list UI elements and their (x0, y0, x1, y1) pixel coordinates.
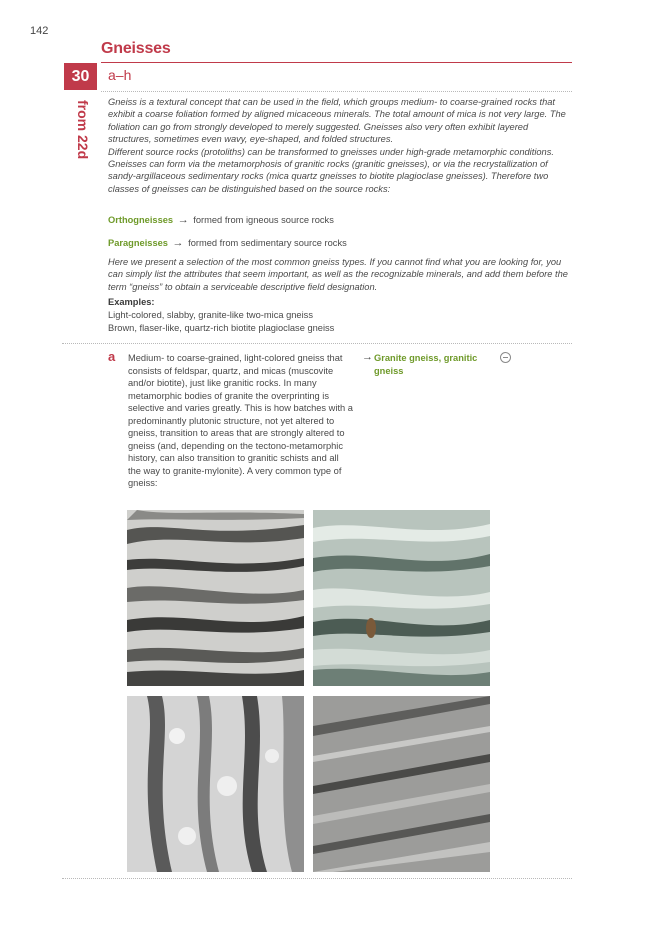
key-number-badge: 30 (64, 63, 97, 90)
lead-letter: a (108, 349, 116, 364)
page-number: 142 (30, 25, 49, 37)
circle-minus-icon (500, 352, 511, 363)
sidebar-label: from 22d (75, 100, 91, 160)
arrow-icon: → (172, 237, 184, 249)
intro-paragraph: Gneiss is a textural concept that can be used in the field, which groups medium- to coarse-grained rocks that exhibit a coarse foliation formed by aligned micaceous minerals. The total amount of mica is not very large. The foliation can go from strongly developed to merely suggested. Gneisses also very often exhibit layered structures, sometimes even wavy, eye-shaped, and folded structures. (108, 97, 566, 145)
section-title: Gneisses (101, 40, 171, 57)
definition-orthogneisses (108, 214, 334, 226)
sidebar-reference (70, 100, 90, 170)
definition-term: Orthogneisses (108, 215, 174, 225)
example-item: Brown, flaser-like, quartz-rich biotite plagioclase gneiss (108, 323, 335, 333)
divider-top (101, 91, 572, 92)
divider-bottom (62, 878, 572, 879)
definition-paragneisses (108, 237, 347, 249)
examples-heading: Examples: (108, 297, 155, 307)
title-rule (101, 62, 572, 63)
key-range: a–h (108, 67, 132, 83)
intro-paragraph: Different source rocks (protoliths) can be transformed to gneisses under high-grade metamorphic conditions. Gneisses can form via the metamorphosis of granitic rocks (granitic gneisses), or via the recrystallization of sandy-argillaceous sedimentary rocks (mica quartz gneisses to biotite plagioclase gneisses). Therefore two classes of gneisses can be distinguished based on the source rocks: (108, 146, 554, 194)
example-item: Light-colored, slabby, granite-like two-mica gneiss (108, 310, 313, 320)
arrow-icon: → (362, 351, 373, 363)
examples-block (108, 296, 568, 335)
gneiss-photo-3 (127, 696, 304, 872)
definition-term: Paragneisses (108, 238, 168, 248)
gneiss-photo-2 (313, 510, 490, 686)
gneiss-photo-4 (313, 696, 490, 872)
selection-paragraph: Here we present a selection of the most common gneiss types. If you cannot find what you are looking for, you can simply list the attributes that seem important, as well as the recognizable minerals, and add them before the term “gneiss” to obtain a serviceable descriptive field designation. (108, 257, 568, 292)
lead-description: Medium- to coarse-grained, light-colored gneiss that consists of feldspar, quartz, and micas (muscovite and/or biotite), just like granitic rocks. In many metamorphic bodies of granite the overprinting is selective and varies greatly. This is how batches with a predominantly plutonic structure, not yet altered to gneiss, transition to areas that are strongly altered to gneiss (and, depending on the tectono-metamorphic history, can also transition to granitic schists and all the way to granite-mylonite). A very common type of gneiss: (128, 353, 353, 488)
divider-middle (62, 343, 572, 344)
definition-text: formed from igneous source rocks (193, 215, 334, 225)
intro-text (108, 96, 568, 195)
arrow-icon: → (177, 214, 189, 226)
gneiss-photo-1 (127, 510, 304, 686)
definition-text: formed from sedimentary source rocks (188, 238, 347, 248)
result-rock-name: Granite gneiss, granitic gneiss (374, 353, 478, 376)
